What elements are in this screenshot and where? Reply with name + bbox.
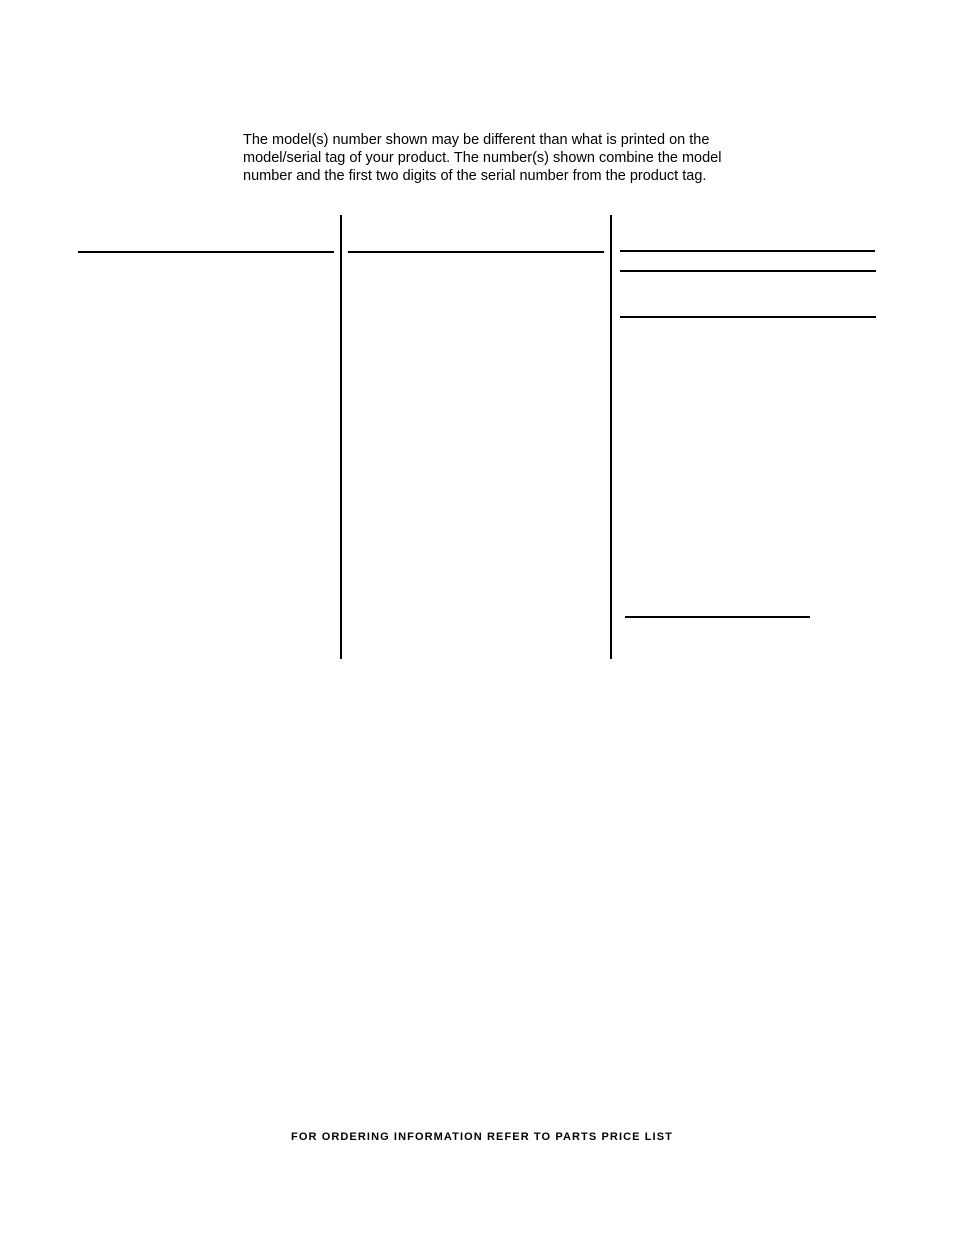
column-3-rule-2 [620, 270, 876, 272]
column-divider-2 [610, 215, 612, 659]
notice-line-2: model/serial tag of your product. The number(s) shown combine the model [243, 150, 722, 166]
column-3-short-rule [625, 616, 810, 618]
notice-line-1: The model(s) number shown may be different than what is printed on the [243, 132, 710, 148]
column-1-header-rule [78, 251, 334, 253]
column-3-header-rule [620, 250, 875, 252]
column-2-header-rule [348, 251, 604, 253]
ordering-info-footer: FOR ORDERING INFORMATION REFER TO PARTS PRICE LIST [291, 1131, 673, 1143]
notice-line-3: number and the first two digits of the serial number from the product tag. [243, 168, 707, 184]
column-divider-1 [340, 215, 342, 659]
column-3-rule-3 [620, 316, 876, 318]
model-number-notice [243, 131, 743, 185]
